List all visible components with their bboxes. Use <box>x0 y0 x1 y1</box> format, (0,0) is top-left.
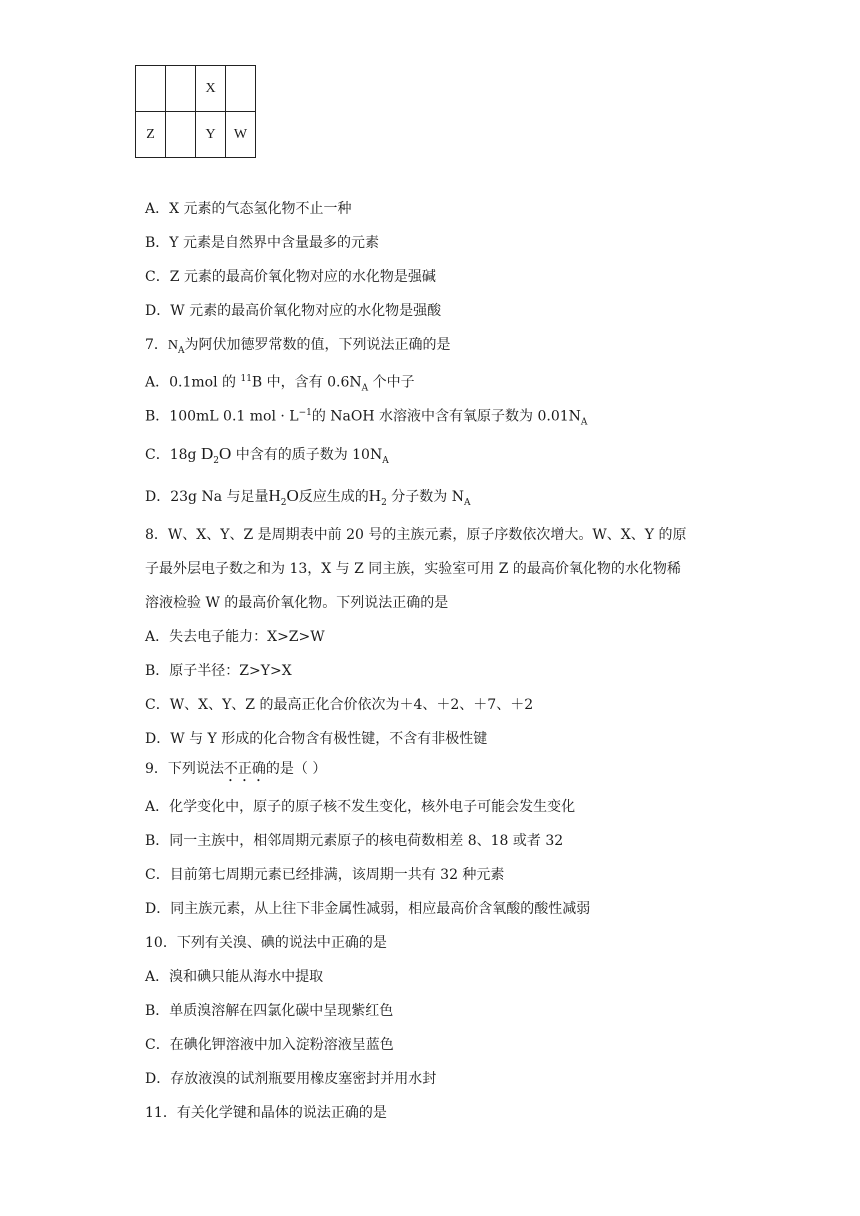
q6-option-c: C．Z 元素的最高价氧化物对应的水化物是强碱 <box>145 269 436 285</box>
q10-option-c: C．在碘化钾溶液中加入淀粉溶液呈蓝色 <box>145 1037 394 1053</box>
table-row <box>136 66 256 112</box>
q8-option-b: B．原子半径：Z>Y>X <box>145 663 292 679</box>
q9-option-a: A．化学变化中，原子的原子核不发生变化，核外电子可能会发生变化 <box>145 799 576 815</box>
q10-stem: 10．下列有关溴、碘的说法中正确的是 <box>145 935 387 951</box>
table-cell: W <box>226 112 256 158</box>
q10-option-d: D．存放液溴的试剂瓶要用橡皮塞密封并用水封 <box>145 1071 437 1087</box>
table-cell <box>166 112 196 158</box>
table-cell <box>136 66 166 112</box>
table-cell: Z <box>136 112 166 158</box>
q9-option-b: B．同一主族中，相邻周期元素原子的核电荷数相差 8、18 或者 32 <box>145 833 564 849</box>
q9-option-d: D．同主族元素，从上往下非金属性减弱，相应最高价含氧酸的酸性减弱 <box>145 901 591 917</box>
q8-option-d: D．W 与 Y 形成的化合物含有极性键，不含有非极性键 <box>145 731 488 747</box>
q7-option-a: A．0.1mol 的 $^{11}$B 中，含有 $0.6N_A$ 个中子 <box>145 374 415 394</box>
table-cell <box>166 66 196 112</box>
table-row <box>136 112 256 158</box>
q10-option-a: A．溴和碘只能从海水中提取 <box>145 969 324 985</box>
q7-option-c: C．18g $D_2O$ 中含有的质子数为 $10N_A$ <box>145 444 389 466</box>
q8-stem-line-3: 溶液检验 W 的最高价氧化物。下列说法正确的是 <box>145 595 449 611</box>
q10-option-b: B．单质溴溶解在四氯化碳中呈现紫红色 <box>145 1003 394 1019</box>
q9-option-c: C．目前第七周期元素已经排满，该周期一共有 32 种元素 <box>145 867 505 883</box>
table-cell <box>226 66 256 112</box>
q8-option-a: A．失去电子能力：X>Z>W <box>145 629 325 645</box>
table-cell: Y <box>196 112 226 158</box>
q7-option-d: D．23g Na 与足量$H_2O$反应生成的$H_2$ 分子数为 $N_A$ <box>145 486 471 508</box>
q6-option-b: B．Y 元素是自然界中含量最多的元素 <box>145 235 379 251</box>
table-cell: X <box>196 66 226 112</box>
q8-stem-line-1: 8．W、X、Y、Z 是周期表中前 20 号的主族元素，原子序数依次增大。W、X、Y 的原 <box>145 527 687 543</box>
q9-stem: 9．下列说法不正确的是（ ） <box>145 761 327 777</box>
q7-option-b: B．100mL 0.1 mol · $L^{-1}$的 NaOH 水溶液中含有氧原子数为 $0.01N_A$ <box>145 408 588 428</box>
periodic-table-fragment <box>135 65 256 158</box>
q11-stem: 11．有关化学键和晶体的说法正确的是 <box>145 1105 387 1121</box>
q6-option-d: D．W 元素的最高价氧化物对应的水化物是强酸 <box>145 303 442 319</box>
q8-stem-line-2: 子最外层电子数之和为 13，X 与 Z 同主族，实验室可用 Z 的最高价氧化物的水化物稀 <box>145 561 681 577</box>
q8-option-c: C．W、X、Y、Z 的最高正化合价依次为＋4、＋2、＋7、＋2 <box>145 697 534 713</box>
q7-stem: 7．$N_A$为阿伏加德罗常数的值，下列说法正确的是 <box>145 337 451 356</box>
q6-option-a: A．X 元素的气态氢化物不止一种 <box>145 201 352 217</box>
